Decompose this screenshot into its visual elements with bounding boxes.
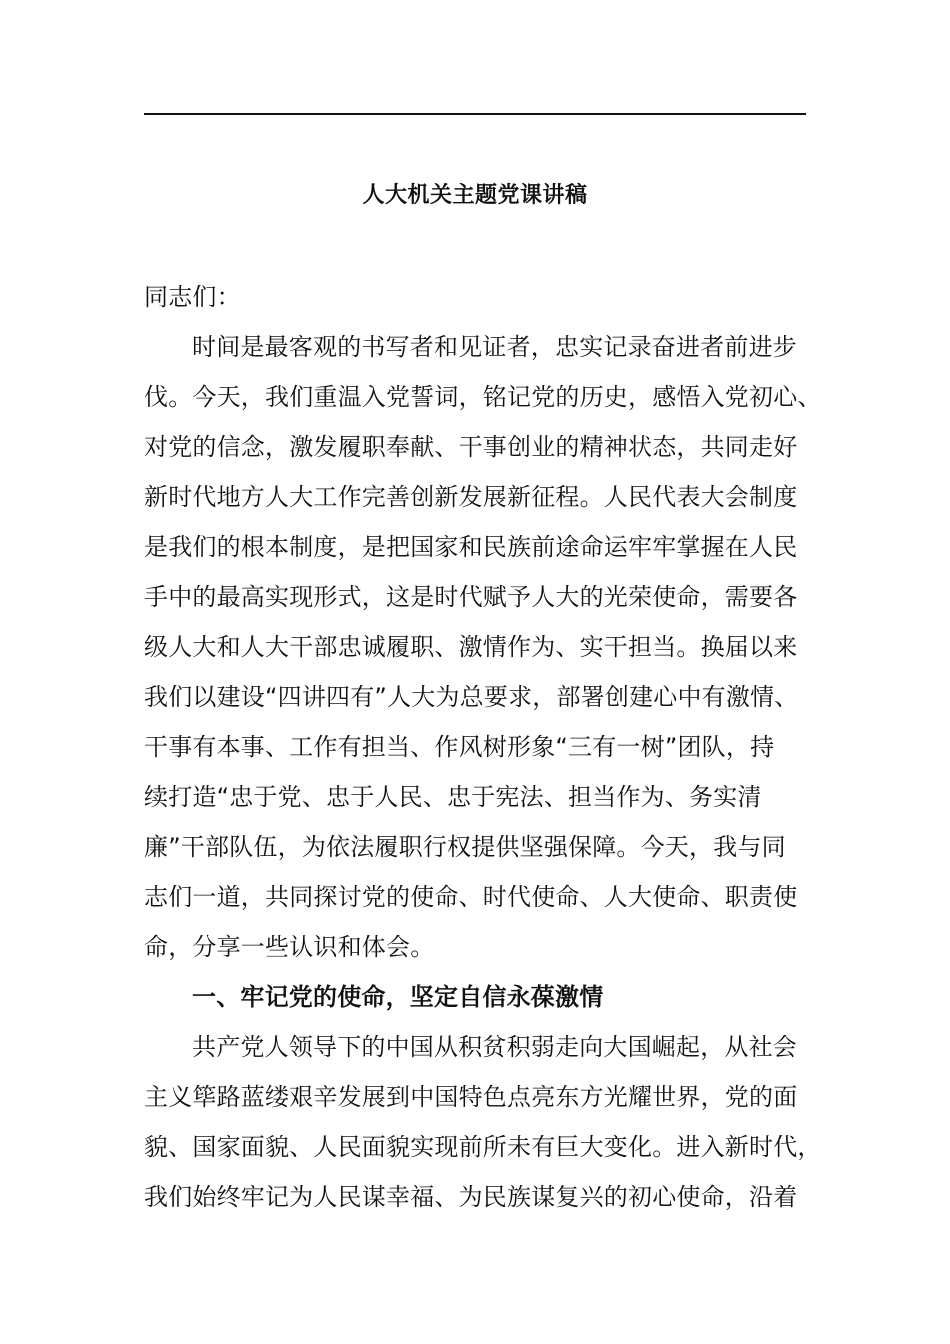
text-line: 志们一道，共同探讨党的使命、时代使命、人大使命、职责使 xyxy=(144,883,798,911)
text-line: 级人大和人大干部忠诚履职、激情作为、实干担当。换届以来 xyxy=(144,633,798,661)
document-body xyxy=(144,272,822,1222)
text-line: 干事有本事、工作有担当、作风树形象“三有一树”团队，持 xyxy=(144,733,775,761)
header-rule xyxy=(144,113,806,115)
section-heading: 一、牢记党的使命，坚定自信永葆激情 xyxy=(192,983,604,1011)
text-line: 对党的信念，激发履职奉献、干事创业的精神状态，共同走好 xyxy=(144,433,798,461)
text-line: 伐。今天，我们重温入党誓词，铭记党的历史，感悟入党初心、 xyxy=(144,383,822,411)
text-line: 是我们的根本制度，是把国家和民族前途命运牢牢掌握在人民 xyxy=(144,533,798,561)
text-line: 命，分享一些认识和体会。 xyxy=(144,933,435,961)
text-line: 廉”干部队伍，为依法履职行权提供坚强保障。今天，我与同 xyxy=(144,833,786,861)
text-line: 我们以建设“四讲四有”人大为总要求，部署创建心中有激情、 xyxy=(144,683,799,711)
text-line: 手中的最高实现形式，这是时代赋予人大的光荣使命，需要各 xyxy=(144,583,798,611)
text-line: 貌、国家面貌、人民面貌实现前所未有巨大变化。进入新时代， xyxy=(144,1133,822,1161)
document-title: 人大机关主题党课讲稿 xyxy=(362,183,588,208)
text-line: 续打造“忠于党、忠于人民、忠于宪法、担当作为、务实清 xyxy=(144,783,762,811)
text-line: 主义筚路蓝缕艰辛发展到中国特色点亮东方光耀世界，党的面 xyxy=(144,1083,798,1111)
text-line: 同志们： xyxy=(144,283,241,311)
text-line: 我们始终牢记为人民谋幸福、为民族谋复兴的初心使命，沿着 xyxy=(144,1183,798,1211)
text-line: 时间是最客观的书写者和见证者，忠实记录奋进者前进步 xyxy=(192,333,797,361)
text-line: 共产党人领导下的中国从积贫积弱走向大国崛起，从社会 xyxy=(192,1033,797,1061)
text-line: 新时代地方人大工作完善创新发展新征程。人民代表大会制度 xyxy=(144,483,798,511)
